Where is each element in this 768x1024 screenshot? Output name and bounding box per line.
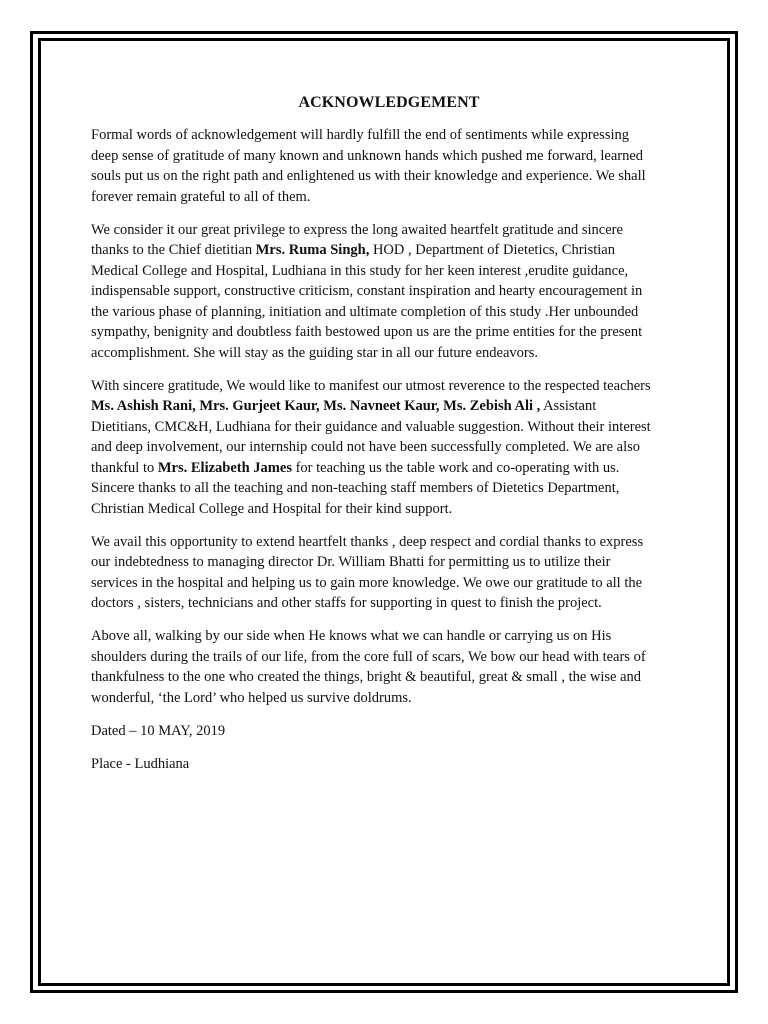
text-line <box>91 240 687 261</box>
text-run: for teaching us the table work and co-operating with us. <box>291 459 620 476</box>
text-line: forever remain grateful to all of them. <box>91 188 311 205</box>
text-line: shoulders during the trails of our life, from the core full of scars, We bow our head with tears of <box>91 648 646 665</box>
text-run: HOD , Department of Dietetics, Christian <box>369 242 615 258</box>
text-line: Formal words of acknowledgement will hardly fulfill the end of sentiments while expressing <box>91 127 629 143</box>
text-line: We consider it our great privilege to express the long awaited heartfelt gratitude and sincere <box>91 221 623 238</box>
date-line: Dated – 10 MAY, 2019 <box>91 722 226 739</box>
text-line: Christian Medical College and Hospital for their kind support. <box>91 500 453 517</box>
text-line: deep sense of gratitude of many known and unknown hands which pushed me forward, learned <box>91 147 644 164</box>
paragraph-teachers <box>91 376 687 520</box>
text-line: our indebtedness to managing director Dr. William Bhatti for permitting us to utilize their <box>91 554 611 570</box>
text-line: We avail this opportunity to extend heartfelt thanks , deep respect and cordial thanks to express <box>91 533 644 550</box>
text-line: thankfulness to the one who created the things, bright & beautiful, great & small , the wise and <box>91 669 642 685</box>
person-names-bold: Ms. Ashish Rani, Mrs. Gurjeet Kaur, Ms. Navneet Kaur, Ms. Zebish Ali , <box>91 398 541 414</box>
text-line: Dietitians, CMC&H, Ludhiana for their guidance and valuable suggestion. Without their interest <box>91 418 651 435</box>
text-run: Assistant <box>540 398 597 414</box>
paragraph-closing <box>91 626 687 708</box>
text-line: accomplishment. She will stay as the guiding star in all our future endeavors. <box>91 344 538 361</box>
text-line: sympathy, benignity and doubtless faith bestowed upon us are the prime entities for the present <box>91 324 643 340</box>
paragraph-intro <box>91 125 687 207</box>
text-line <box>91 458 687 479</box>
text-line: and deep involvement, our internship could not have been successfully completed. We are also <box>91 439 640 455</box>
text-line: the various phase of planning, initiation and ultimate completion of this study .Her unbounded <box>91 303 639 320</box>
text-line: services in the hospital and helping us to gain more knowledge. We owe our gratitude to all the <box>91 574 643 591</box>
text-line: souls put us on the right path and enlightened us with their knowledge and experience. We shall <box>91 168 646 184</box>
text-line: With sincere gratitude, We would like to manifest our utmost reverence to the respected teachers <box>91 377 651 394</box>
person-name-bold: Mrs. Ruma Singh, <box>255 242 370 258</box>
text-line <box>91 396 687 417</box>
text-line: Above all, walking by our side when He knows what we can handle or carrying us on His <box>91 628 612 644</box>
text-line: doctors , sisters, technicians and other staffs for supporting in quest to finish the project. <box>91 595 602 611</box>
text-line: Medical College and Hospital, Ludhiana in this study for her keen interest ,erudite guidance, <box>91 262 629 279</box>
text-line: Sincere thanks to all the teaching and non-teaching staff members of Dietetics Department, <box>91 480 620 496</box>
document-body <box>91 93 687 787</box>
text-run: thankful to <box>91 459 158 476</box>
person-name-bold: Mrs. Elizabeth James <box>157 459 292 476</box>
place-line: Place - Ludhiana <box>91 755 190 772</box>
paragraph-director <box>91 532 687 614</box>
page-title: ACKNOWLEDGEMENT <box>298 94 480 111</box>
text-run: thanks to the Chief dietitian <box>91 242 256 258</box>
paragraph-chief-dietitian <box>91 220 687 364</box>
text-line: indispensable support, constructive criticism, constant inspiration and hearty encouragement in <box>91 283 643 299</box>
text-line: wonderful, ‘the Lord’ who helped us survive doldrums. <box>91 689 412 706</box>
